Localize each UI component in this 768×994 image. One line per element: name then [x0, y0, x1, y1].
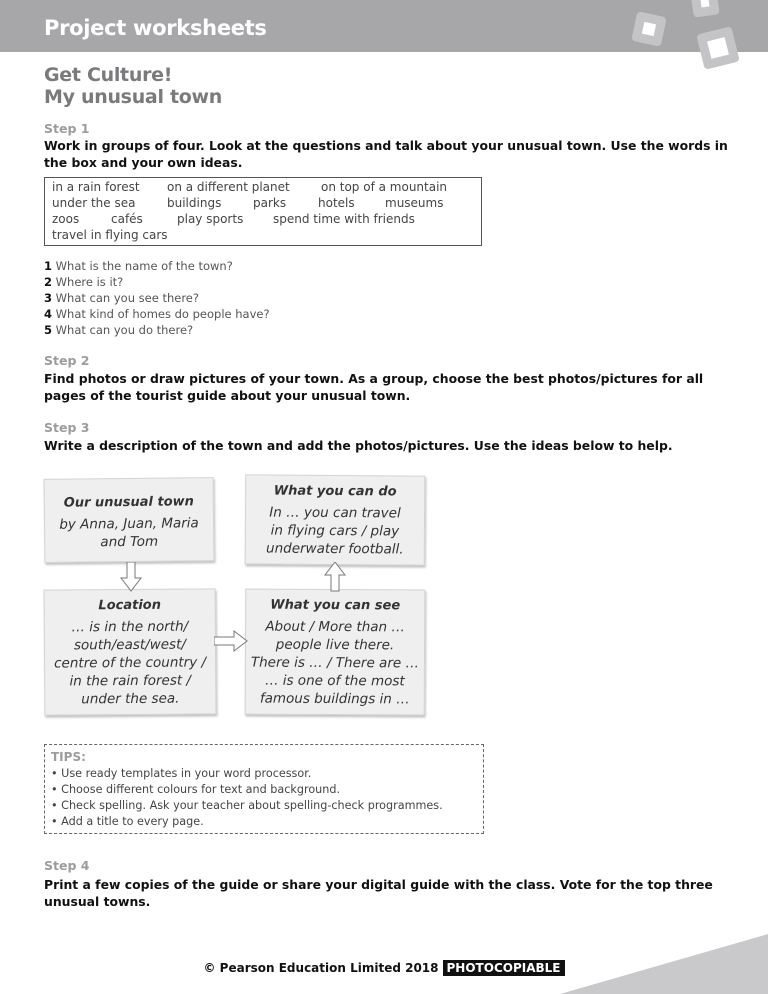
page-title: Get Culture!: [44, 64, 173, 86]
step2-label: Step 2: [44, 353, 90, 368]
card-can-see: [245, 589, 426, 716]
word-item: play sports: [177, 212, 244, 226]
copyright-text: © Pearson Education Limited 2018: [203, 961, 439, 975]
corner-decoration: [560, 934, 768, 994]
card-line: in flying cars / play: [270, 522, 400, 540]
page-subtitle: My unusual town: [44, 86, 222, 108]
header-title: Project worksheets: [44, 16, 267, 40]
step3-instruction: Write a description of the town and add the photos/pictures. Use the ideas below to help.: [44, 438, 673, 453]
question-item: 5 What can you do there?: [44, 323, 194, 337]
word-item: in a rain forest: [52, 180, 140, 194]
question-item: 4 What kind of homes do people have?: [44, 307, 270, 321]
question-item: 1 What is the name of the town?: [44, 259, 233, 273]
card-line: centre of the country /: [54, 654, 207, 672]
word-item: parks: [253, 196, 287, 210]
tip-item: • Choose different colours for text and background.: [51, 783, 341, 796]
card-line: In … you can travel: [269, 504, 401, 522]
word-box: [44, 177, 482, 246]
square-decoration-icon: [631, 11, 667, 47]
card-line: … is one of the most: [264, 672, 405, 690]
card-location: [44, 588, 217, 715]
card-can-do: [245, 474, 426, 565]
card-line: underwater football.: [265, 540, 404, 558]
tip-item: • Add a title to every page.: [51, 815, 204, 828]
card-line: and Tom: [100, 533, 159, 551]
arrow-right-icon: [214, 630, 248, 652]
photocopiable-badge: PHOTOCOPIABLE: [443, 960, 565, 976]
word-item: on top of a mountain: [321, 180, 448, 194]
card-line: by Anna, Juan, Maria: [59, 515, 199, 533]
card-heading: Our unusual town: [63, 494, 194, 511]
card-line: About / More than …: [265, 618, 405, 636]
word-item: zoos: [52, 212, 80, 226]
square-decoration-icon: [690, 0, 719, 18]
word-item: spend time with friends: [273, 212, 415, 226]
tips-label: TIPS:: [51, 750, 86, 764]
tip-item: • Use ready templates in your word processor.: [51, 767, 312, 780]
word-item: cafés: [111, 212, 143, 226]
step1-label: Step 1: [44, 121, 90, 136]
word-item: hotels: [318, 196, 355, 210]
step2-instruction: Find photos or draw pictures of your town. As a group, choose the best photos/pictures for all pages of the tourist guide about your unusual town.: [44, 371, 704, 403]
card-line: people live there.: [275, 636, 395, 654]
step4-label: Step 4: [44, 858, 90, 873]
tips-box: [44, 744, 484, 834]
card-line: famous buildings in …: [259, 690, 410, 708]
card-line: … is in the north/: [71, 618, 189, 636]
card-title: [44, 477, 215, 563]
card-heading: Location: [98, 597, 162, 614]
square-decoration-icon: [696, 26, 740, 70]
tip-item: • Check spelling. Ask your teacher about spelling-check programmes.: [51, 799, 443, 812]
card-heading: What you can see: [270, 597, 401, 614]
card-line: under the sea.: [81, 690, 180, 708]
step3-label: Step 3: [44, 420, 90, 435]
word-item: museums: [385, 196, 444, 210]
header-bar: [0, 0, 768, 52]
step4-instruction: Print a few copies of the guide or share your digital guide with the class. Vote for the top three unusual towns.: [44, 877, 713, 909]
word-item: travel in flying cars: [52, 228, 168, 242]
card-line: There is … / There are …: [250, 654, 420, 672]
step1-instruction: Work in groups of four. Look at the questions and talk about your unusual town. Use the words in the box and your own ideas.: [44, 138, 728, 170]
arrow-down-icon: [120, 562, 142, 592]
word-item: on a different planet: [167, 180, 290, 194]
question-item: 3 What can you see there?: [44, 291, 199, 305]
card-heading: What you can do: [273, 483, 397, 500]
word-item: under the sea: [52, 196, 136, 210]
question-item: 2 Where is it?: [44, 275, 124, 289]
card-line: in the rain forest /: [69, 672, 192, 690]
word-item: buildings: [167, 196, 222, 210]
arrow-up-icon: [324, 562, 346, 592]
card-line: south/east/west/: [73, 636, 186, 654]
